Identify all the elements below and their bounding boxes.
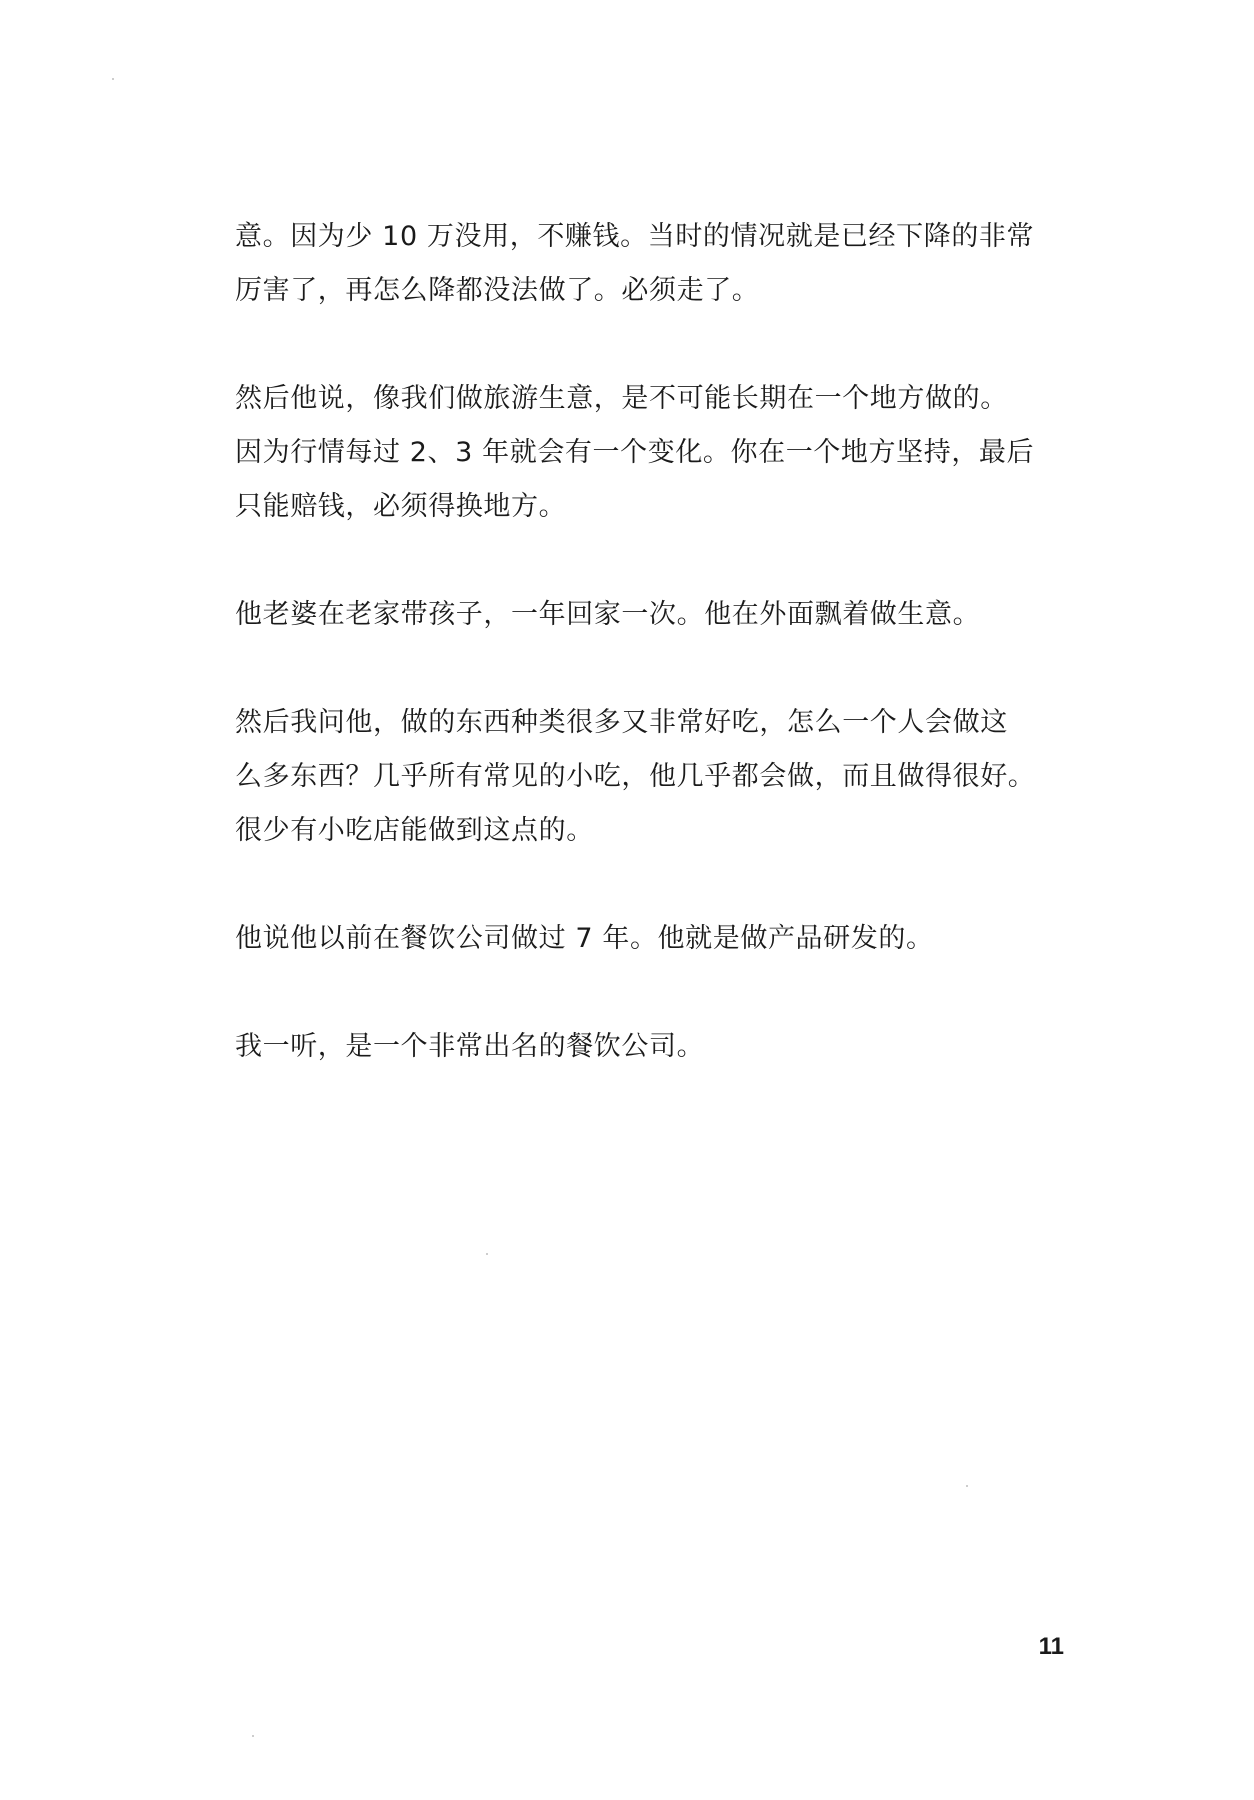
paragraph-4: 然后我问他，做的东西种类很多又非常好吃，怎么一个人会做这 么多东西？几乎所有常见的小吃，他几乎都会做，而且做得很好。 很少有小吃店能做到这点的。: [235, 707, 1036, 846]
paragraph-3: 他老婆在老家带孩子，一年回家一次。他在外面飘着做生意。: [235, 599, 981, 630]
page-number: 11: [1038, 1633, 1064, 1660]
paragraph-1: 意。因为少 10 万没用，不赚钱。当时的情况就是已经下降的非常 厉害了，再怎么降都没法做了。必须走了。: [235, 221, 1035, 306]
paragraph-6: 我一听，是一个非常出名的餐饮公司。: [235, 1031, 705, 1062]
scan-speck: [112, 78, 114, 80]
paragraph-2: 然后他说，像我们做旅游生意，是不可能长期在一个地方做的。 因为行情每过 2、3 年就会有一个变化。你在一个地方坚持，最后 只能赔钱，必须得换地方。: [235, 383, 1035, 522]
scan-speck: [966, 1485, 968, 1487]
scan-speck: [252, 1735, 254, 1737]
scan-speck: [486, 1253, 488, 1255]
paragraph-5: 他说他以前在餐饮公司做过 7 年。他就是做产品研发的。: [235, 923, 934, 954]
document-body: [235, 210, 1065, 1128]
